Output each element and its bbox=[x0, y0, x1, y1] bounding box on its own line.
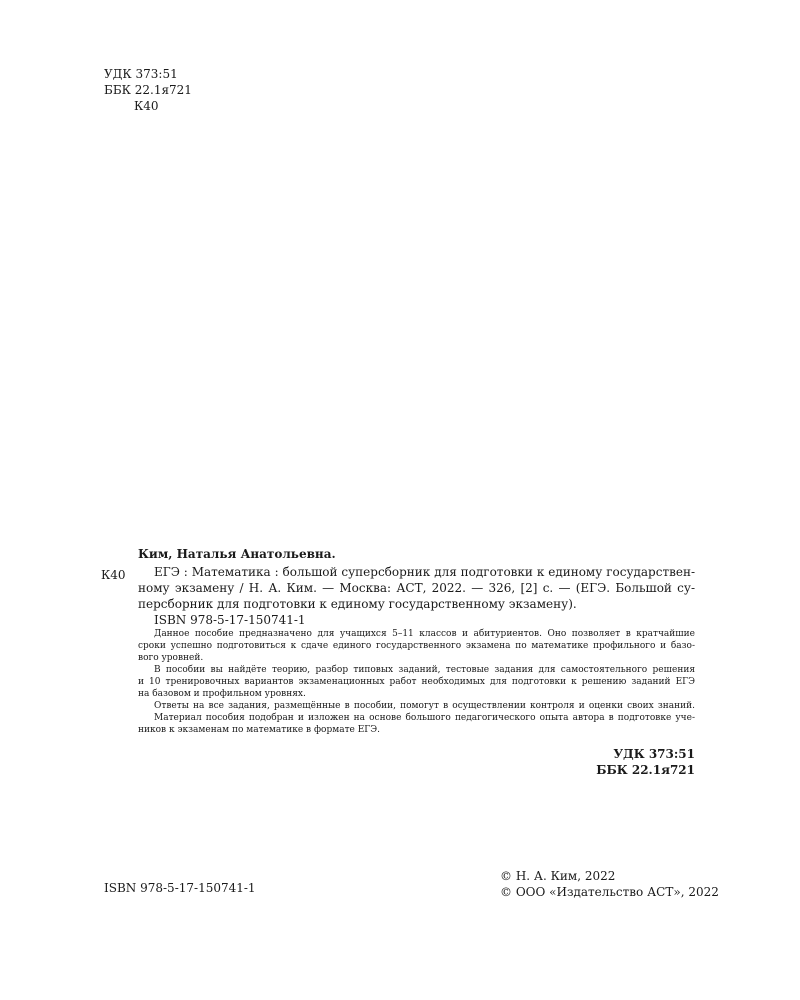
right-classification-codes bbox=[560, 746, 695, 778]
card-line: ЕГЭ : Математика : большой суперсборник для подготовки к единому государствен- bbox=[154, 565, 695, 579]
annotation-paragraph bbox=[138, 712, 695, 736]
annotation-line: В пособии вы найдёте теорию, разбор типовых заданий, тестовые задания для самостоятельного решения bbox=[154, 665, 695, 675]
card-author-heading: Ким, Наталья Анатольевна. bbox=[138, 547, 336, 561]
annotation bbox=[138, 628, 695, 736]
annotation-line: Материал пособия подобран и изложен на основе большого педагогического опыта автора в подготовке уче- bbox=[154, 713, 695, 723]
bbk-code: ББК 22.1я721 bbox=[596, 763, 695, 777]
udk-code: УДК 373:51 bbox=[613, 747, 695, 761]
card-isbn: ISBN 978-5-17-150741-1 bbox=[154, 613, 306, 627]
card-line: ному экзамену / Н. А. Ким. — Москва: АСТ, 2022. — 326, [2] с. — (ЕГЭ. Большой су- bbox=[138, 581, 695, 595]
annotation-line: Данное пособие предназначено для учащихся 5–11 классов и абитуриентов. Оно позволяет в кратчайшие bbox=[154, 629, 695, 639]
annotation-paragraph bbox=[138, 664, 695, 700]
annotation-line: Ответы на все задания, размещённые в пособии, помогут в осуществлении контроля и оценки своих знаний. bbox=[154, 701, 695, 711]
author-mark: К40 bbox=[134, 99, 159, 113]
annotation-line: на базовом и профильном уровнях. bbox=[138, 689, 306, 699]
card-author-mark: К40 bbox=[101, 568, 126, 582]
isbn-footer: ISBN 978-5-17-150741-1 bbox=[104, 881, 256, 895]
copyright-notices bbox=[500, 868, 719, 900]
annotation-paragraph bbox=[138, 700, 695, 712]
annotation-line: и 10 тренировочных вариантов экзаменационных работ необходимых для подготовки к решению заданий ЕГЭ bbox=[138, 677, 695, 687]
catalog-card-description bbox=[138, 564, 695, 628]
top-classification-codes bbox=[104, 66, 192, 114]
annotation-paragraph bbox=[138, 628, 695, 664]
copyright-line: © ООО «Издательство АСТ», 2022 bbox=[500, 885, 719, 899]
annotation-line: сроки успешно подготовиться к сдаче единого государственного экзамена по математике профильного и базо- bbox=[138, 641, 695, 651]
annotation-line: ников к экзаменам по математике в формате ЕГЭ. bbox=[138, 725, 381, 735]
bbk-code: ББК 22.1я721 bbox=[104, 83, 192, 97]
annotation-line: вого уровней. bbox=[138, 653, 204, 663]
udk-code: УДК 373:51 bbox=[104, 67, 178, 81]
card-line: персборник для подготовки к единому государственному экзамену). bbox=[138, 597, 577, 611]
copyright-line: © Н. А. Ким, 2022 bbox=[500, 869, 616, 883]
